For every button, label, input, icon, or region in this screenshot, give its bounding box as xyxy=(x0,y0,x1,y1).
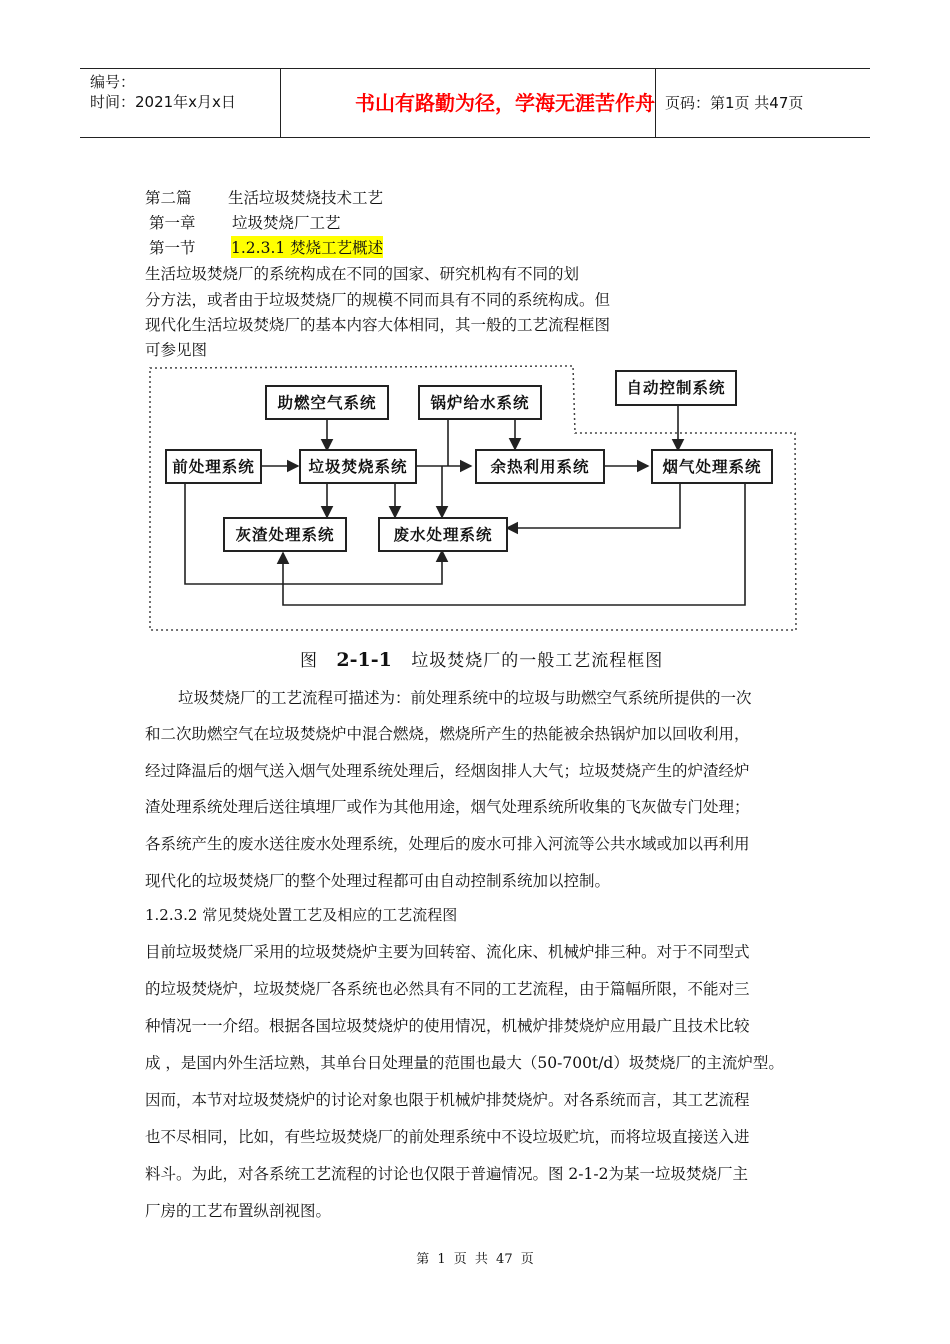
paragraph-line: 各系统产生的废水送往废水处理系统，处理后的废水可排入河流等公共水域或加以再利用 xyxy=(145,835,750,853)
ash-box: 灰渣处理系统 xyxy=(223,517,347,552)
paragraph-line: 种情况一一介绍。根据各国垃圾焚烧炉的使用情况，机械炉排焚烧炉应用最广且技术比较 xyxy=(145,1017,750,1035)
paragraph-line: 料斗。为此，对各系统工艺流程的讨论也仅限于普遍情况。图 2-1-2为某一垃圾焚烧厂主 xyxy=(145,1165,748,1183)
paragraph-line: 因而，本节对垃圾焚烧炉的讨论对象也限于机械炉排焚烧炉。对各系统而言，其工艺流程 xyxy=(145,1091,750,1109)
intro-line: 分方法，或者由于垃圾焚烧厂的规模不同而具有不同的系统构成。但 xyxy=(145,291,611,309)
page-header xyxy=(80,68,870,138)
waste-heat-box: 余热利用系统 xyxy=(475,449,605,484)
incineration-box: 垃圾焚烧系统 xyxy=(299,449,417,484)
paragraph-line: 的垃圾焚烧炉，垃圾焚烧厂各系统也必然具有不同的工艺流程，由于篇幅所限，不能对三 xyxy=(145,980,750,998)
header-divider-right xyxy=(655,69,656,137)
paragraph-line: 垃圾焚烧厂的工艺流程可描述为：前处理系统中的垃圾与助燃空气系统所提供的一次 xyxy=(178,689,752,707)
section-label: 第一节 xyxy=(149,239,196,257)
time-label: 时间：2021年x月x日 xyxy=(90,93,236,111)
page-footer: 第 1 页 共 47 页 xyxy=(416,1252,534,1267)
intro-line: 现代化生活垃圾焚烧厂的基本内容大体相同，其一般的工艺流程框图 xyxy=(145,316,611,334)
intro-line: 可参见图 xyxy=(145,341,208,359)
paragraph-line: 成 ，是国内外生活垃熟，其单台日处理量的范围也最大（50-700t/d）圾焚烧厂的主流炉型。 xyxy=(145,1054,784,1072)
wastewater-box: 废水处理系统 xyxy=(378,517,508,552)
header-meta xyxy=(80,69,280,137)
part-title: 生活垃圾焚烧技术工艺 xyxy=(228,189,384,207)
intro-line: 生活垃圾焚烧厂的系统构成在不同的国家、研究机构有不同的划 xyxy=(145,265,580,283)
paragraph-line: 厂房的工艺布置纵剖视图。 xyxy=(145,1202,332,1220)
caption-prefix: 图 xyxy=(300,651,317,671)
paragraph-line: 现代化的垃圾焚烧厂的整个处理过程都可由自动控制系统加以控制。 xyxy=(145,872,611,890)
header-motto: 书山有路勤为径，学海无涯苦作舟 xyxy=(355,91,655,115)
paragraph-line: 经过降温后的烟气送入烟气处理系统处理后，经烟囱排人大气；垃圾焚烧产生的炉渣经炉 xyxy=(145,762,750,780)
header-page-code: 页码：第1页 共47页 xyxy=(665,94,804,112)
combustion-air-box: 助燃空气系统 xyxy=(265,385,389,420)
chapter-title: 垃圾焚烧厂工艺 xyxy=(232,214,341,232)
paragraph-line: 也不尽相同，比如，有些垃圾焚烧厂的前处理系统中不设垃圾贮坑，而将垃圾直接送入进 xyxy=(145,1128,750,1146)
flue-gas-box: 烟气处理系统 xyxy=(651,449,773,484)
paragraph-line: 渣处理系统处理后送往填埋厂或作为其他用途，烟气处理系统所收集的飞灰做专门处理； xyxy=(145,798,750,816)
paragraph-line: 目前垃圾焚烧厂采用的垃圾焚烧炉主要为回转窑、流化床、机械炉排三种。对于不同型式 xyxy=(145,943,750,961)
part-label: 第二篇 xyxy=(145,189,192,207)
boiler-water-box: 锅炉给水系统 xyxy=(418,385,542,420)
caption-title: 垃圾焚烧厂的一般工艺流程框图 xyxy=(411,651,664,671)
paragraph-line: 和二次助燃空气在垃圾焚烧炉中混合燃烧，燃烧所产生的热能被余热锅炉加以回收利用， xyxy=(145,725,750,743)
subheading: 1.2.3.2 常见焚烧处置工艺及相应的工艺流程图 xyxy=(145,906,458,924)
chapter-label: 第一章 xyxy=(149,214,196,232)
number-label: 编号： xyxy=(90,73,136,91)
section-title: 1.2.3.1 焚烧工艺概述 xyxy=(231,236,383,258)
auto-control-box: 自动控制系统 xyxy=(615,370,737,406)
pretreatment-box: 前处理系统 xyxy=(165,449,262,484)
figure-caption xyxy=(300,646,663,671)
caption-number: 2-1-1 xyxy=(336,649,392,671)
